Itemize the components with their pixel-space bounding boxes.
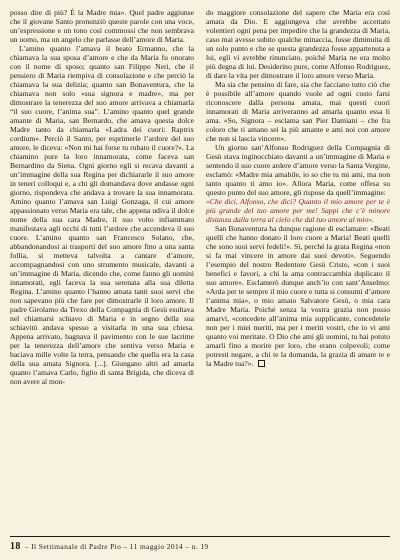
paragraph [206, 224, 390, 368]
paragraph-text: Ma sia che pensino di fare, sia che facciano tutto ciò che è possibile all’amore quando vuole ad ogni costo farsi riconoscere dalla persona amata, mai questi cuori innamorati di Maria arriveranno ad amarla quanto essa li ama. «So, Signora – esclama san Pier Damiani – che fra coloro che ti amano sei la più amante e ami noi con amore che non si lascia vincere». [206, 80, 390, 143]
paragraph-text: posso dire di più? È la Madre mia». Quel padre aggiunse che il giovane Santo pronunziò queste parole con una voce, un’espressione e un tono così commossi che non sembrava un uomo, ma un angelo che parlasse dell’amore di Maria. [10, 8, 194, 44]
paragraph [206, 197, 390, 224]
paragraph [10, 8, 194, 44]
article-body [10, 8, 390, 530]
paragraph-text: San Bonaventura ha dunque ragione di esclamare: «Beati quelli che hanno donato il loro cuore a Maria! Beati quelli che sono suoi servi fedeli!». Sì, perché la grata Regina «non si fa mai vincere in amore dai suoi devoti». Seguendo l’esempio del nostro Redentore Gesù Cristo, «con i suoi benefici e favori, a chi la ama contraccambia duplicato il suo amore». Esclamerò dunque anch’io con sant’Anselmo: «Arda per te sempre il mio cuore e tutta si consumi d’amore l’anima mia», o mio amato Salvatore Gesù, o mia cara Madre Maria. Poiché senza la vostra grazia non posso amarvi, «concedete all’anima mia supplicante, concedetele non per i miei meriti, ma per i meriti vostri, che io vi ami quanto voi meritate. O Dio che ami gli uomini, tu hai potuto amarli fino a morire per loro, che erano colpevoli; come potresti negare, a chi te la domanda, la grazia di amare te e la Madre tua?». [206, 224, 390, 368]
paragraph [206, 8, 390, 80]
paragraph-text: «Che dici, Alfonso, che dici? Quanto il mio amore per te è più grande del tuo amore per me! Sappi che c’è minore distanza dalla terra al cielo che dal tuo amore al mio». [206, 197, 390, 224]
footer-rule [10, 536, 390, 537]
paragraph [206, 80, 390, 143]
page-number: 18 [10, 541, 21, 552]
paragraph [10, 44, 194, 386]
end-of-article-icon [258, 360, 265, 367]
paragraph-text: L’amino quanto l’amava il beato Ermanno, che la chiamava la sua sposa d’amore e che da Maria fu onorato con il nome di sposo; quanto san Filippo Neri, che il pensiero di Maria riempiva di consolazione e che perciò la chiamava la sua delizia; quanto san Bonaventura, che la chiamava non solo «sua signora e madre», ma per dimostrare la tenerezza del suo amore arrivava a chiamarla “il suo cuore, l’anima sua”. L’amino quanto quel grande amante di Maria, san Bernardo, che amava questa dolce Madre tanto da chiamarla «Ladra dei cuori: Raptrix cordium». Perciò il Santo, per esprimerle l’ardore del suo amore, le diceva: «Non mi hai forse tu rubato il cuore?». La chiamino pure la loro innamorata, come faceva san Bernardino da Siena. Ogni giorno egli si recava davanti a un’immagine della sua Regina per dichiararle il suo amore in teneri colloqui e, a chi gli domandava dove andasse ogni giorno, rispondeva che andava a trovare la sua innamorata. Amino quanto l’amava san Luigi Gonzaga, il cui amore appassionato verso Maria era tale, che appena udiva il dolce nome della sua cara Madre, il suo volto infiammato manifestava agli occhi di tutti l’ardore che accendeva il suo cuore. L’amino quanto san Francesco Solano, che, abbandonandosi ai trasporti del suo amore fino a una santa follia, si metteva talvolta a cantare d’amore, accompagnandosi con uno strumento musicale, davanti a un’immagine di Maria, dicendo che, come fanno gli uomini innamorati, egli faceva la sua serenata alla sua diletta Regina. L’amino quanto l’hanno amata tanti suoi servi che non sapevano più che fare per dimostrarle il loro amore. Il padre Girolamo da Trexo della Compagnia di Gesù esultava nel chiamarsi schiavo di Maria e in segno della sua schiavitù andava spesso a visitarla in una sua chiesa. Appena arrivato, bagnava il pavimento con le sue lacrime per la tenerezza dell’amore che sentiva verso Maria e baciava mille volte la terra, pensando che quella era la casa della sua amata Signora. [...]. Giungano altri ad amarla quanto l’amava Carlo, figlio di santa Brigida, che diceva di non avere al mon- [10, 44, 194, 386]
running-head: – Il Settimanale di Padre Pio – 11 maggio 2014 – n. 19 [24, 542, 209, 551]
right-column [206, 8, 390, 530]
paragraph [206, 143, 390, 197]
left-column [10, 8, 194, 530]
paragraph-text: do maggiore consolazione del sapere che Maria era così amata da Dio. E aggiungeva che avrebbe accettato volentieri ogni pena per impedire che la grandezza di Maria, caso mai avesse subito qualche minaccia, fosse diminuita di un solo punto e che se questa grandezza fosse appartenuta a lui, egli vi avrebbe rinunciato, poiché Maria ne era molto più degna di lui. Desiderino pure, come Alfonso Rodriguez, di dare la vita per dimostrare il loro amore verso Maria. [206, 8, 390, 80]
page-footer [10, 541, 209, 552]
paragraph-text: Un giorno san’Alfonso Rodriguez della Compagnia di Gesù stava inginocchiato davanti a un’immagine di Maria e sentendo il suo cuore ardere d’amore verso la Santa Vergine, esclamò: «Madre mia amabile, io so che tu mi ami, ma non tanto quanto ti amo io». Allora Maria, come offesa su questo punto del suo amore, gli rispose da quell’immagine: [206, 143, 390, 197]
